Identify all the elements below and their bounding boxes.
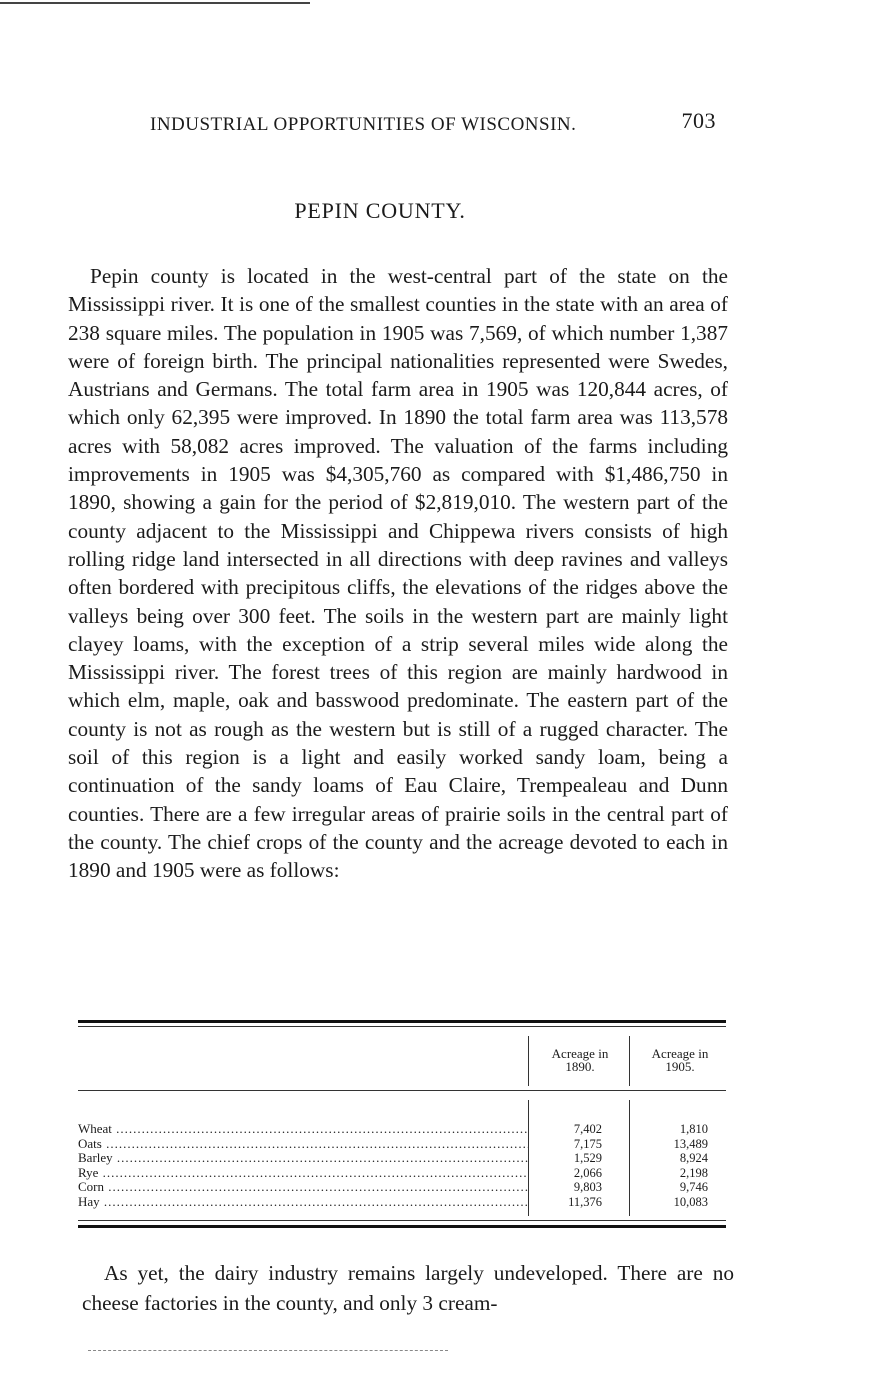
continuation-text (82, 1258, 734, 1318)
table-bottom-rule (78, 1225, 726, 1228)
top-edge-rule (0, 2, 310, 4)
column-header-1890: Acreage in 1890. (551, 1046, 609, 1074)
acreage-1905: 8,924 (679, 1151, 708, 1166)
section-title: PEPIN COUNTY. (294, 198, 466, 223)
table-body (78, 1122, 726, 1210)
acreage-1890: 1,529 (573, 1151, 602, 1166)
column-divider (629, 1036, 630, 1086)
body-text (68, 262, 728, 885)
acreage-1890: 9,803 (573, 1180, 602, 1195)
acreage-1890: 7,175 (573, 1136, 602, 1151)
acreage-1905: 2,198 (679, 1165, 708, 1180)
acreage-1905: 13,489 (673, 1136, 708, 1151)
table-header-rule (78, 1090, 726, 1091)
body-paragraph: Pepin county is located in the west-central part of the state on the Mississippi river. It is one of the smallest counties in the state with an area of 238 square miles. The population in 1905 was 7,569, of which number 1,387 were of foreign birth. The principal nationalities represented were Swedes, Austrians and Germans. The total farm area in 1905 was 120,844 acres, of which only 62,395 were improved. In 1890 the total farm area was 113,578 acres with 58,082 acres improved. The valuation of the farms including improvements in 1905 was $4,305,760 as compared with $1,486,750 in 1890, showing a gain for the period of $2,819,010. The western part of the county adjacent to the Mississippi and Chippewa rivers consists of high rolling ridge land intersected in all directions with deep ravines and valleys often bordered with precipitous cliffs, the elevations of the ridges above the valleys being over 300 feet. The soils in the western part are mainly light clayey loams, with the exception of a strip several miles wide along the Mississippi river. The forest trees of this region are mainly hardwood in which elm, maple, oak and basswood predominate. The eastern part of the county is not as rough as the western but is still of a rugged character. The soil of this region is a light and easily worked sandy loam, being a continuation of the sandy loams of Eau Claire, Trempealeau and Dunn counties. There are a few irregular areas of prairie soils in the central part of the county. The chief crops of the county and the acreage devoted to each in 1890 and 1905 were as follows: (68, 264, 728, 883)
crop-name: Oats ..... (78, 1137, 528, 1152)
acreage-1905: 9,746 (679, 1180, 708, 1195)
acreage-1890: 11,376 (568, 1194, 602, 1209)
column-header-1905: Acreage in 1905. (651, 1046, 709, 1074)
crop-name: Barley ..... (78, 1151, 528, 1166)
table-top-thin-rule (78, 1026, 726, 1027)
crop-name: Corn ..... (78, 1180, 528, 1195)
running-title: INDUSTRIAL OPPORTUNITIES OF WISCONSIN. (150, 114, 577, 135)
column-divider (528, 1036, 529, 1086)
crop-name: Wheat ..... (78, 1122, 528, 1137)
table-bottom-thin-rule (78, 1220, 726, 1221)
acreage-1905: 1,810 (679, 1122, 708, 1136)
acreage-1905: 10,083 (673, 1194, 708, 1209)
crop-name: Hay ..... (78, 1195, 528, 1210)
acreage-1890: 7,402 (573, 1122, 602, 1136)
acreage-1890: 2,066 (573, 1165, 602, 1180)
table-row (78, 1122, 726, 1137)
continuation-paragraph: As yet, the dairy industry remains largely undeveloped. There are no cheese factories in the county, and only 3 cream- (82, 1261, 734, 1315)
table-row (78, 1137, 726, 1152)
table-row (78, 1180, 726, 1195)
table-top-rule (78, 1020, 726, 1023)
table-row (78, 1195, 726, 1210)
crop-name: Rye ..... (78, 1166, 528, 1181)
table-row (78, 1151, 726, 1166)
scan-artifact-dashes (88, 1350, 448, 1351)
crop-acreage-table (78, 1020, 726, 1235)
page-number: 703 (681, 108, 716, 133)
table-row (78, 1166, 726, 1181)
